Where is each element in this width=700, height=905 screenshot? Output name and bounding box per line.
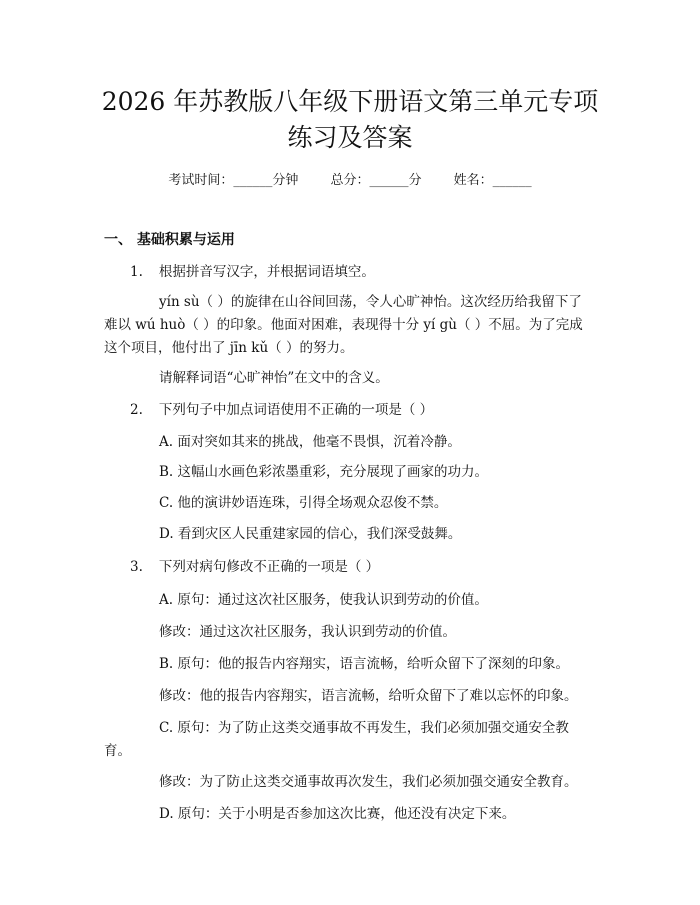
total-score: 总分：______分 <box>330 173 422 188</box>
student-name: 姓名：______ <box>453 173 532 188</box>
exam-info <box>0 169 700 188</box>
question-stem: 下列对病句修改不正确的一项是（ ） <box>158 559 380 575</box>
page-title-line-1: 2026 年苏教版八年级下册语文第三单元专项 <box>101 87 599 116</box>
option-b: B. 这幅山水画色彩浓墨重彩，充分展现了画家的功力。 <box>159 464 489 480</box>
question-1-paragraph-line-2: 难以 wú huò（ ）的印象。他面对困难，表现得十分 yí gù（ ）不屈。为了完成 <box>104 317 583 333</box>
option-c: C. 他的演讲妙语连珠，引得全场观众忍俊不禁。 <box>159 495 448 511</box>
question-2 <box>130 400 433 420</box>
option-c-original-continued: 育。 <box>104 743 131 759</box>
question-3 <box>130 557 379 577</box>
question-number: 1. <box>130 264 143 280</box>
question-stem: 下列句子中加点词语使用不正确的一项是（ ） <box>158 402 434 418</box>
option-c-revision: 修改：为了防止这类交通事故再次发生，我们必须加强交通安全教育。 <box>159 774 578 790</box>
section-heading: 一、 基础积累与运用 <box>104 232 235 248</box>
question-number: 2. <box>130 402 143 418</box>
exam-time: 考试时间：______分钟 <box>168 173 299 188</box>
question-1 <box>130 262 375 282</box>
option-b-original: B. 原句：他的报告内容翔实，语言流畅，给听众留下了深刻的印象。 <box>159 656 570 672</box>
option-a-original: A. 原句：通过这次社区服务，使我认识到劳动的价值。 <box>159 592 488 608</box>
page-title-line-2: 练习及答案 <box>287 123 413 152</box>
question-stem: 根据拼音写汉字，并根据词语填空。 <box>158 264 375 280</box>
question-1-paragraph-line-3: 这个项目，他付出了 jīn kǔ（ ）的努力。 <box>104 340 354 356</box>
option-d: D. 看到灾区人民重建家园的信心，我们深受鼓舞。 <box>159 526 462 542</box>
option-a-revision: 修改：通过这次社区服务，我认识到劳动的价值。 <box>159 624 456 640</box>
option-a: A. 面对突如其来的挑战，他毫不畏惧，沉着冷静。 <box>159 434 461 450</box>
question-1-paragraph-line-1: yín sù（ ）的旋律在山谷间回荡，令人心旷神怡。这次经历给我留下了 <box>159 294 582 310</box>
question-1-subquestion: 请解释词语“心旷神怡”在文中的含义。 <box>159 370 389 386</box>
option-b-revision: 修改：他的报告内容翔实，语言流畅，给听众留下了难以忘怀的印象。 <box>159 688 578 704</box>
option-c-original: C. 原句：为了防止这类交通事故不再发生，我们必须加强交通安全教 <box>159 720 569 736</box>
option-d-original: D. 原句：关于小明是否参加这次比赛，他还没有决定下来。 <box>159 806 516 822</box>
question-number: 3. <box>130 559 143 575</box>
